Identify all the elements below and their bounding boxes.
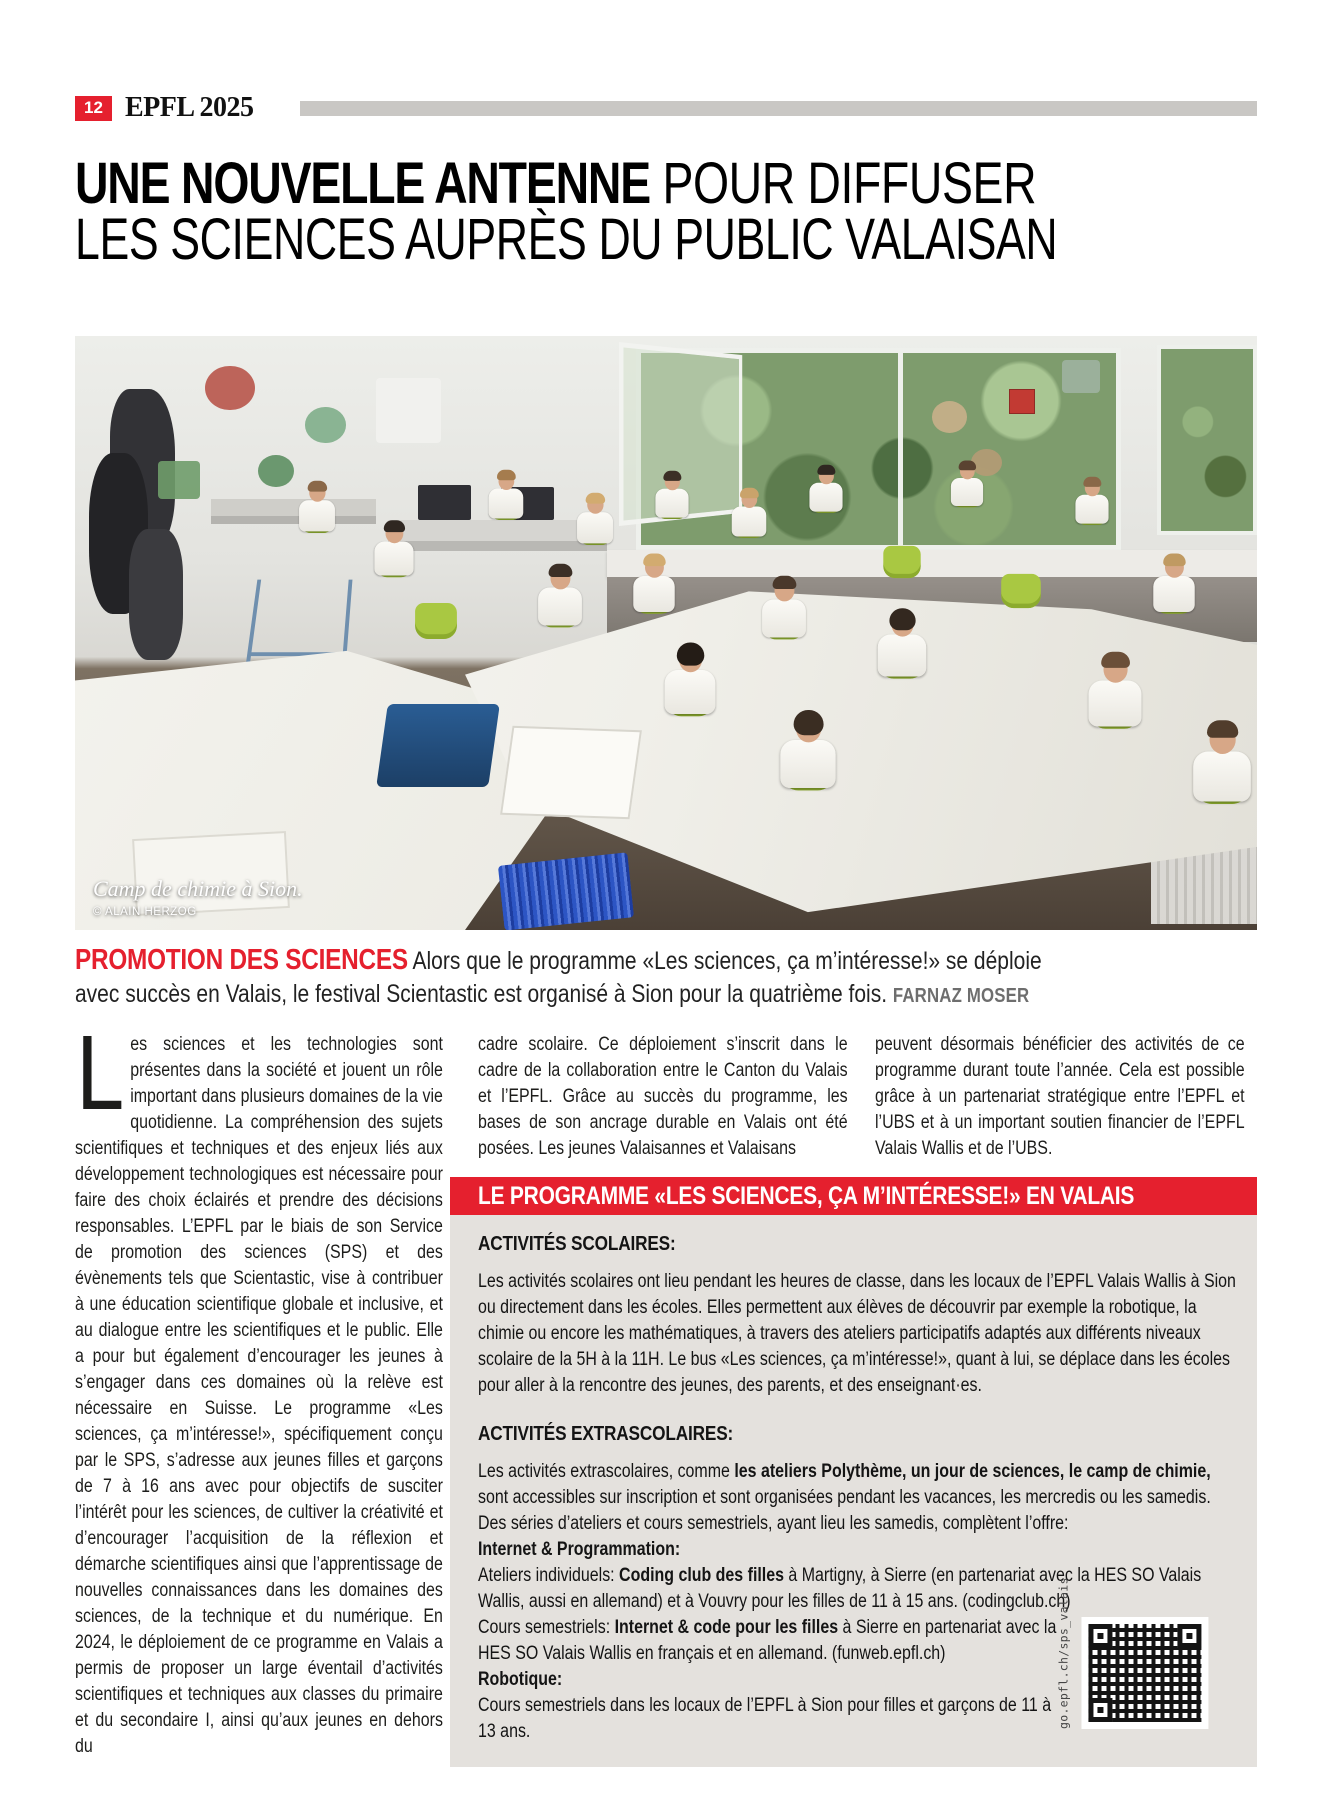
column-1-text: es sciences et les technologies sont présentes dans la société et jouent un rôle important dans plusieurs domaines de la vie quotidienne. La compréhension des sujets scientifiques et techniques et des enjeux liés aux développement technologiques est nécessaire pour faire des choix éclairés et prendre des décisions responsables. L’EPFL par le biais de son Service de promotion des sciences (SPS) et des évènements tels que Scientastic, vise à contribuer à une éducation scientifique globale et inclusive, et au dialogue entre les scientifiques et le public. Elle a pour but également d’encourager les jeunes à s’engager dans ces domaines où la relève est nécessaire en Suisse. Le programme «Les sciences, ça m’intéresse!», spécifiquement conçu par le SPS, s’adresse aux jeunes filles et garçons de 7 à 16 ans avec pour objectifs de susciter l’intérêt pour les sciences, de cultiver la créativité et d’encourager l’acquisition de la réflexion et démarche scientifiques ainsi que l’apprentissage de nouvelles connaissances dans les domaines des sciences, de la technique et du numérique. En 2024, le déploiement de ce programme en Valais a permis de proposer un large éventail d’activités scientifiques et techniques aux classes du primaire et du secondaire I, ainsi qu’aux jeunes en dehors du	[75, 1034, 443, 1757]
robotique-heading: Robotique:	[478, 1669, 563, 1690]
infobox-banner-title: LE PROGRAMME «LES SCIENCES, ÇA M’INTÉRESSE!» EN VALAIS	[478, 1181, 1135, 1210]
extrascolaires-p2: Des séries d’ateliers et cours semestriels, ayant lieu les samedis, complètent l’offre:	[478, 1513, 1069, 1534]
kid-figure	[728, 488, 770, 541]
kid-figure	[659, 642, 721, 719]
standfirst	[75, 944, 1087, 1013]
extrascolaires-p1: Les activités extrascolaires, comme les ateliers Polythème, un jour de sciences, le camp de chimie, sont accessibles sur inscription et sont organisées pendant les vacances, les mercredis ou les samedis.	[478, 1461, 1211, 1508]
infobox-banner	[450, 1177, 1257, 1215]
kid-figure	[573, 493, 617, 548]
qr-finder-icon	[1177, 1624, 1201, 1648]
qr-finder-icon	[1088, 1698, 1112, 1722]
kid-figure	[1083, 652, 1147, 733]
kid-figure	[1187, 720, 1257, 808]
kid-figure	[1071, 477, 1111, 527]
internet-heading: Internet & Programmation:	[478, 1539, 681, 1560]
kid-figure	[295, 481, 339, 536]
green-chair	[884, 546, 921, 578]
green-chair	[415, 603, 457, 639]
cours-semestriels-line: Cours semestriels: Internet & code pour les filles à Sierre en partenariat avec la HES SO Valais Wallis en français et en allemand. (funweb.epfl.ch)	[478, 1617, 1057, 1664]
infobox	[450, 1215, 1257, 1767]
standfirst-text: Alors que le programme «Les sciences, ça m’intéresse!» se déploie avec succès en Valais, le festival Scientastic est organisé à Sion pour la quatrième fois.	[75, 947, 1042, 1008]
photo-caption	[93, 877, 303, 918]
header-rule	[300, 101, 1257, 116]
headline-light-2: LES SCIENCES AUPRÈS DU PUBLIC VALAISAN	[75, 207, 1058, 272]
section-kicker: PROMOTION DES SCIENCES	[75, 944, 408, 976]
kid-figure	[652, 471, 692, 521]
coding-club-line: Ateliers individuels: Coding club des filles à Martigny, à Sierre (en partenariat avec la HES SO Valais Wallis, aussi en allemand) et à Vouvry pour les filles de 11 à 15 ans. (codingclub.ch)	[478, 1565, 1202, 1612]
body-column-3: peuvent désormais bénéficier des activités de ce programme durant toute l’année. Cela est possible grâce à un partenariat stratégique entre l’EPFL et l’UBS et à un important soutien financier de l’EPFL Valais Wallis et de l’UBS.	[875, 1034, 1245, 1159]
body-column-1	[75, 1016, 443, 1760]
qr-code	[1081, 1617, 1208, 1729]
headline-light-1: POUR DIFFUSER	[649, 151, 1037, 216]
page-header	[75, 92, 1257, 124]
qr-finder-icon	[1088, 1624, 1112, 1648]
article-headline	[75, 151, 1332, 272]
kid-figure	[533, 564, 586, 631]
publication-title: EPFL 2025	[125, 92, 254, 123]
photo-credit: © ALAIN HERZOG	[93, 906, 197, 918]
kid-figure	[1149, 554, 1199, 617]
kid-figure	[485, 470, 527, 523]
page-number-badge: 12	[75, 96, 112, 121]
kid-figure	[873, 608, 932, 682]
kid-figure	[629, 554, 679, 617]
kid-figure	[805, 465, 845, 515]
kid-figure	[948, 460, 987, 509]
scolaires-heading: ACTIVITÉS SCOLAIRES:	[478, 1232, 676, 1255]
infobox-content	[478, 1231, 1242, 1745]
green-chair	[1001, 574, 1041, 608]
photo-children-layer	[75, 336, 1257, 930]
byline: FARNAZ MOSER	[892, 985, 1030, 1007]
classroom-photo	[75, 336, 1257, 930]
kid-figure	[774, 710, 841, 794]
qr-block	[1056, 1577, 1242, 1729]
kid-figure	[370, 520, 418, 580]
extrascolaires-heading: ACTIVITÉS EXTRASCOLAIRES:	[478, 1422, 734, 1445]
drop-cap: L	[75, 1016, 122, 1133]
qr-link-label: go.epfl.ch/sps_valais	[1056, 1577, 1071, 1729]
body-column-2: cadre scolaire. Ce déploiement s’inscrit dans le cadre de la collaboration entre le Canton du Valais et l’EPFL. Grâce au succès du programme, les bases de son ancrage durable en Valais ont été posées. Les jeunes Valaisannes et Valaisans	[478, 1034, 848, 1159]
kid-figure	[758, 576, 811, 643]
caption-text: Camp de chimie à Sion.	[93, 876, 303, 901]
scolaires-body: Les activités scolaires ont lieu pendant les heures de classe, dans les locaux de l’EPFL Valais Wallis à Sion ou directement dans les écoles. Elles permettent aux élèves de découvrir par exemple la robotique, la chimie ou encore les mathématiques, à travers des ateliers participatifs adaptés aux différents niveaux scolaire de la 5H à la 11H. Le bus «Les sciences, ça m’intéresse!», quant à lui, se déplace dans les écoles pour aller à la rencontre des jeunes, des parents, et des enseignant·es.	[478, 1271, 1236, 1396]
headline-bold: UNE NOUVELLE ANTENNE	[75, 151, 650, 216]
robotique-body: Cours semestriels dans les locaux de l’EPFL à Sion pour filles et garçons de 11 à 13 ans.	[478, 1695, 1052, 1742]
